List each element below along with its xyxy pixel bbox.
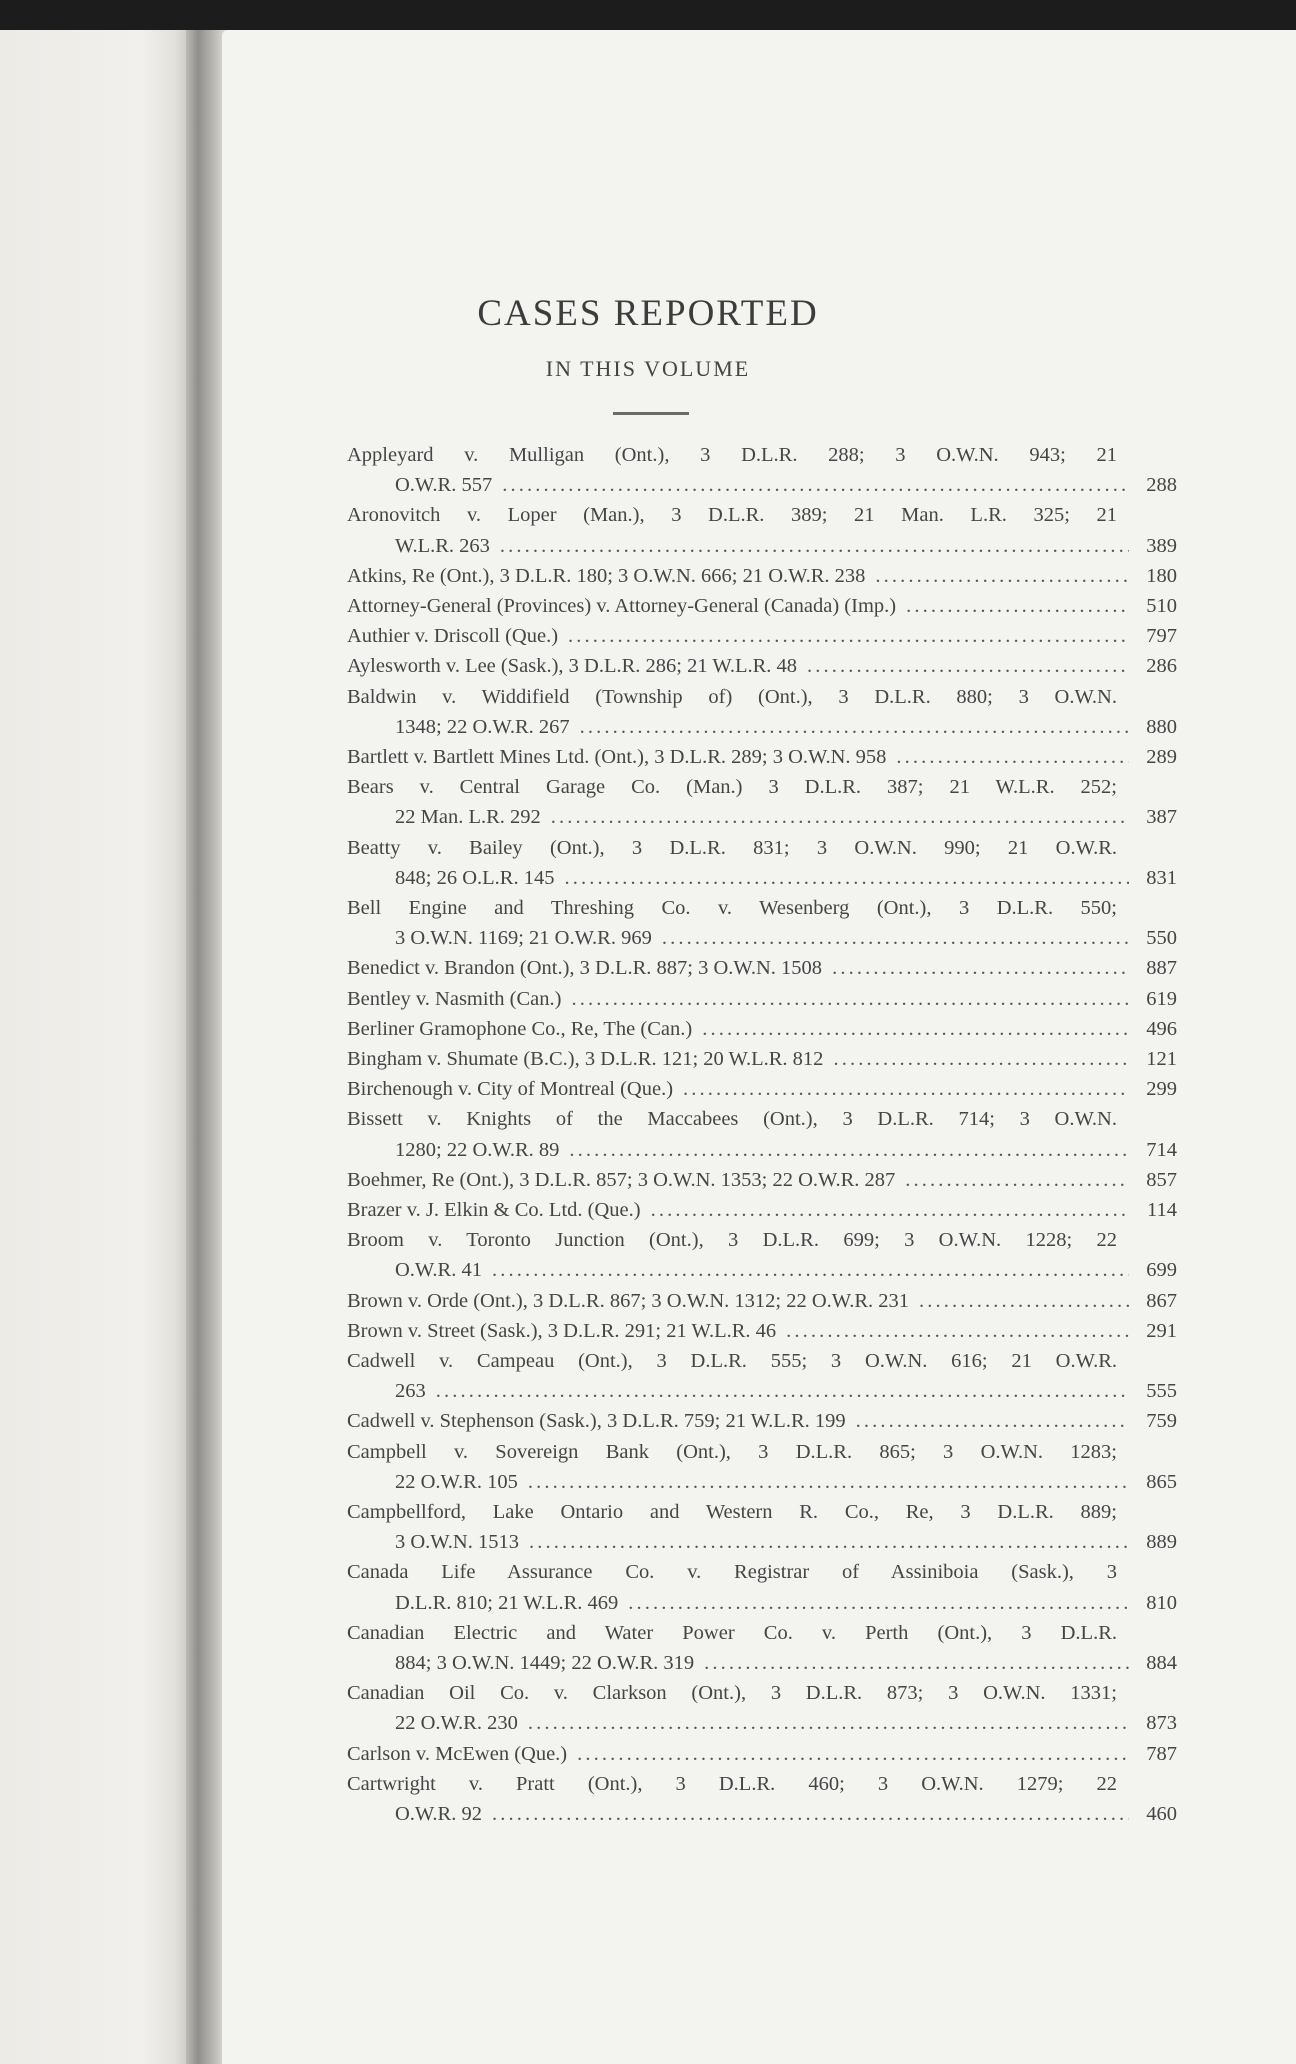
dot-leader [528, 1708, 1129, 1738]
dot-leader [704, 1648, 1129, 1678]
case-entry [347, 1557, 1177, 1617]
dot-leader [529, 1527, 1129, 1557]
dot-leader [628, 1588, 1129, 1618]
case-entry [347, 1195, 1177, 1225]
page-number: 797 [1146, 625, 1177, 648]
case-entry [347, 1678, 1177, 1738]
case-citation-line: Birchenough v. City of Montreal (Que.) [347, 1078, 674, 1101]
page-number: 286 [1146, 655, 1177, 678]
page-number: 555 [1146, 1380, 1177, 1403]
case-entry [347, 1437, 1177, 1497]
page-number: 289 [1146, 745, 1177, 768]
dot-leader [502, 470, 1129, 500]
dot-leader [919, 1286, 1129, 1316]
case-citation-continuation: O.W.R. 557 [395, 474, 493, 497]
case-entry [347, 1044, 1177, 1074]
page-title: CASES REPORTED [477, 293, 819, 334]
dot-leader [568, 621, 1129, 651]
dot-leader [551, 802, 1129, 832]
dot-leader [500, 531, 1129, 561]
page-number: 759 [1146, 1410, 1177, 1433]
case-citation-continuation: 1280; 22 O.W.R. 89 [395, 1138, 560, 1161]
facing-page [0, 30, 190, 2064]
case-entry [347, 591, 1177, 621]
case-citation-line: Benedict v. Brandon (Ont.), 3 D.L.R. 887; 3 O.W.N. 1508 [347, 957, 823, 980]
dot-leader [896, 742, 1129, 772]
case-citation-continuation: 884; 3 O.W.N. 1449; 22 O.W.R. 319 [395, 1651, 695, 1674]
dot-leader [528, 1467, 1129, 1497]
page-number: 510 [1146, 594, 1177, 617]
case-citation-line: Atkins, Re (Ont.), 3 D.L.R. 180; 3 O.W.N. 666; 21 O.W.R. 238 [347, 564, 866, 587]
page-number: 299 [1146, 1078, 1177, 1101]
dot-leader [702, 1014, 1129, 1044]
case-entry [347, 440, 1177, 500]
case-citation-line: Broom v. Toronto Junction (Ont.), 3 D.L.R. 699; 3 O.W.N. 1228; 22 [347, 1229, 1117, 1252]
dot-leader [905, 1165, 1129, 1195]
dot-leader [571, 984, 1129, 1014]
page-number: 387 [1146, 806, 1177, 829]
case-citation-continuation: W.L.R. 263 [395, 534, 490, 557]
case-citation-line: Brown v. Street (Sask.), 3 D.L.R. 291; 21 W.L.R. 46 [347, 1319, 777, 1342]
case-citation-continuation: 263 [395, 1380, 426, 1403]
case-citation-line: Brazer v. J. Elkin & Co. Ltd. (Que.) [347, 1198, 641, 1221]
case-citation-line: Aylesworth v. Lee (Sask.), 3 D.L.R. 286; 21 W.L.R. 48 [347, 655, 798, 678]
page-number: 619 [1146, 987, 1177, 1010]
case-citation-line: Appleyard v. Mulligan (Ont.), 3 D.L.R. 288; 3 O.W.N. 943; 21 [347, 444, 1117, 466]
case-citation-line: Baldwin v. Widdifield (Township of) (Ont.), 3 D.L.R. 880; 3 O.W.N. [347, 685, 1117, 708]
page-number: 889 [1146, 1531, 1177, 1554]
case-entry [347, 742, 1177, 772]
page-number: 714 [1146, 1138, 1177, 1161]
dot-leader [492, 1255, 1129, 1285]
case-entry [347, 984, 1177, 1014]
case-citation-continuation: 22 O.W.R. 105 [395, 1470, 518, 1493]
case-entry [347, 500, 1177, 560]
case-entry [347, 1618, 1177, 1678]
case-citation-line: Authier v. Driscoll (Que.) [347, 625, 559, 648]
case-citation-line: Bears v. Central Garage Co. (Man.) 3 D.L.R. 387; 21 W.L.R. 252; [347, 776, 1117, 799]
page-number: 873 [1146, 1712, 1177, 1735]
case-entry [347, 621, 1177, 651]
page-number: 114 [1147, 1198, 1177, 1221]
case-entry [347, 1769, 1177, 1829]
dot-leader [436, 1376, 1129, 1406]
page-number: 550 [1146, 927, 1177, 950]
case-citation-continuation: O.W.R. 92 [395, 1802, 482, 1825]
case-citation-line: Berliner Gramophone Co., Re, The (Can.) [347, 1017, 693, 1040]
dot-leader [807, 651, 1129, 681]
case-entry [347, 1165, 1177, 1195]
case-citation-line: Bentley v. Nasmith (Can.) [347, 987, 562, 1010]
dot-leader [786, 1316, 1129, 1346]
case-citation-line: Canadian Electric and Water Power Co. v. Perth (Ont.), 3 D.L.R. [347, 1621, 1117, 1644]
case-entry [347, 953, 1177, 983]
page-number: 180 [1146, 564, 1177, 587]
case-citation-line: Canadian Oil Co. v. Clarkson (Ont.), 3 D.L.R. 873; 3 O.W.N. 1331; [347, 1682, 1117, 1705]
case-list [347, 440, 1177, 1829]
case-citation-line: Attorney-General (Provinces) v. Attorney-General (Canada) (Imp.) [347, 594, 897, 617]
case-citation-continuation: O.W.R. 41 [395, 1259, 482, 1282]
dot-leader [580, 712, 1129, 742]
page-number: 857 [1146, 1168, 1177, 1191]
case-entry [347, 1014, 1177, 1044]
case-entry [347, 1104, 1177, 1164]
case-citation-continuation: 1348; 22 O.W.R. 267 [395, 715, 570, 738]
page-number: 291 [1146, 1319, 1177, 1342]
page-number: 831 [1146, 866, 1177, 889]
case-citation-continuation: 848; 26 O.L.R. 145 [395, 866, 555, 889]
case-citation-line: Bell Engine and Threshing Co. v. Wesenberg (Ont.), 3 D.L.R. 550; [347, 896, 1117, 919]
dot-leader [577, 1739, 1129, 1769]
case-citation-line: Beatty v. Bailey (Ont.), 3 D.L.R. 831; 3 O.W.N. 990; 21 O.W.R. [347, 836, 1117, 859]
case-citation-line: Canada Life Assurance Co. v. Registrar of Assiniboia (Sask.), 3 [347, 1561, 1117, 1584]
page-number: 787 [1146, 1742, 1177, 1765]
case-entry [347, 893, 1177, 953]
page-number: 810 [1146, 1591, 1177, 1614]
case-entry [347, 1286, 1177, 1316]
case-entry [347, 651, 1177, 681]
dot-leader [492, 1799, 1129, 1829]
case-entry [347, 561, 1177, 591]
case-citation-continuation: 22 O.W.R. 230 [395, 1712, 518, 1735]
case-entry [347, 1497, 1177, 1557]
page-number: 699 [1146, 1259, 1177, 1282]
case-citation-line: Bartlett v. Bartlett Mines Ltd. (Ont.), 3 D.L.R. 289; 3 O.W.N. 958 [347, 745, 887, 768]
dot-leader [906, 591, 1129, 621]
dot-leader [832, 953, 1129, 983]
dot-leader [856, 1406, 1129, 1436]
dot-leader [683, 1074, 1129, 1104]
dot-leader [651, 1195, 1129, 1225]
case-citation-continuation: 3 O.W.N. 1169; 21 O.W.R. 969 [395, 927, 652, 950]
page-number: 288 [1146, 474, 1177, 497]
page-number: 884 [1146, 1651, 1177, 1674]
page-number: 880 [1146, 715, 1177, 738]
page-number: 460 [1146, 1802, 1177, 1825]
case-entry [347, 1346, 1177, 1406]
case-citation-continuation: 22 Man. L.R. 292 [395, 806, 541, 829]
case-citation-line: Cartwright v. Pratt (Ont.), 3 D.L.R. 460; 3 O.W.N. 1279; 22 [347, 1772, 1117, 1795]
page-subtitle: IN THIS VOLUME [545, 356, 751, 381]
case-citation-line: Bissett v. Knights of the Maccabees (Ont.), 3 D.L.R. 714; 3 O.W.N. [347, 1108, 1117, 1131]
dot-leader [564, 863, 1129, 893]
case-entry [347, 772, 1177, 832]
page-number: 887 [1146, 957, 1177, 980]
case-entry [347, 1225, 1177, 1285]
dot-leader [833, 1044, 1129, 1074]
dot-leader [875, 561, 1129, 591]
case-citation-line: Cadwell v. Campeau (Ont.), 3 D.L.R. 555; 3 O.W.N. 616; 21 O.W.R. [347, 1349, 1117, 1372]
case-entry [347, 1406, 1177, 1436]
case-citation-line: Campbellford, Lake Ontario and Western R. Co., Re, 3 D.L.R. 889; [347, 1500, 1117, 1523]
case-entry [347, 833, 1177, 893]
page-number: 389 [1146, 534, 1177, 557]
page-number: 867 [1146, 1289, 1177, 1312]
case-entry [347, 682, 1177, 742]
case-citation-line: Carlson v. McEwen (Que.) [347, 1742, 568, 1765]
dot-leader [569, 1135, 1129, 1165]
case-citation-line: Campbell v. Sovereign Bank (Ont.), 3 D.L.R. 865; 3 O.W.N. 1283; [347, 1440, 1117, 1463]
page-number: 865 [1146, 1470, 1177, 1493]
case-citation-line: Bingham v. Shumate (B.C.), 3 D.L.R. 121; 20 W.L.R. 812 [347, 1047, 824, 1070]
page-number: 496 [1146, 1017, 1177, 1040]
case-citation-line: Boehmer, Re (Ont.), 3 D.L.R. 857; 3 O.W.N. 1353; 22 O.W.R. 287 [347, 1168, 896, 1191]
title-rule [613, 412, 689, 415]
case-citation-continuation: 3 O.W.N. 1513 [395, 1531, 519, 1554]
page-number: 121 [1146, 1047, 1177, 1070]
case-entry [347, 1739, 1177, 1769]
case-citation-line: Cadwell v. Stephenson (Sask.), 3 D.L.R. 759; 21 W.L.R. 199 [347, 1410, 846, 1433]
case-citation-continuation: D.L.R. 810; 21 W.L.R. 469 [395, 1591, 619, 1614]
case-citation-line: Brown v. Orde (Ont.), 3 D.L.R. 867; 3 O.W.N. 1312; 22 O.W.R. 231 [347, 1289, 910, 1312]
case-entry [347, 1316, 1177, 1346]
dot-leader [662, 923, 1129, 953]
case-entry [347, 1074, 1177, 1104]
case-citation-line: Aronovitch v. Loper (Man.), 3 D.L.R. 389; 21 Man. L.R. 325; 21 [347, 504, 1117, 527]
